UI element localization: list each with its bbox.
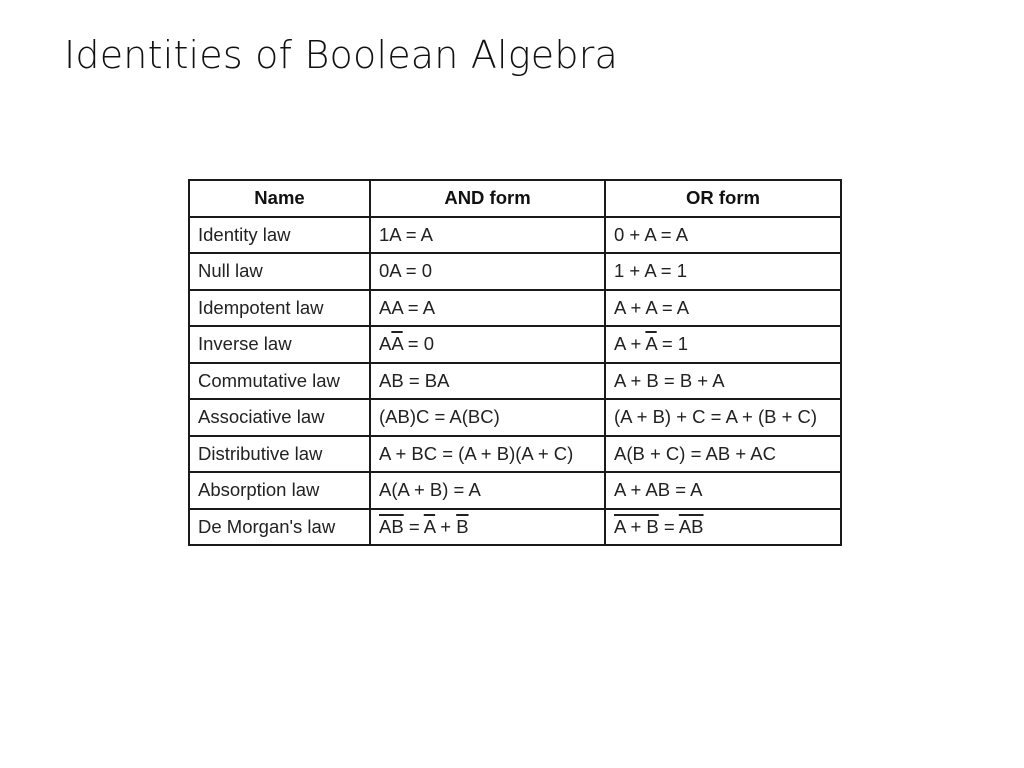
table-row [189, 363, 841, 400]
or-form: A(B + C) = AB + AC [605, 436, 841, 473]
law-name: Null law [189, 253, 370, 290]
law-name: Commutative law [189, 363, 370, 400]
or-form: $A + B = \overline{AB}$ [605, 509, 841, 546]
and-form: $A\overline{A} = 0$ [370, 326, 605, 363]
and-form: A(A + B) = A [370, 472, 605, 509]
or-form: 0 + A = A [605, 217, 841, 254]
table-row [189, 217, 841, 254]
table-row [189, 509, 841, 546]
and-form: (AB)C = A(BC) [370, 399, 605, 436]
and-form: A + BC = (A + B)(A + C) [370, 436, 605, 473]
table-row [189, 436, 841, 473]
table-row [189, 253, 841, 290]
and-form: 1A = A [370, 217, 605, 254]
law-name: Idempotent law [189, 290, 370, 327]
table-row [189, 399, 841, 436]
or-form: 1 + A = 1 [605, 253, 841, 290]
table-row [189, 472, 841, 509]
law-name: Associative law [189, 399, 370, 436]
header-and-form: AND form [370, 180, 605, 217]
or-form: $A + \overline{A} = 1$ [605, 326, 841, 363]
or-form: A + B = B + A [605, 363, 841, 400]
law-name: Identity law [189, 217, 370, 254]
header-or-form: OR form [605, 180, 841, 217]
law-name: De Morgan's law [189, 509, 370, 546]
boolean-identities-table [188, 179, 842, 546]
and-form: AB = BA [370, 363, 605, 400]
or-form: A + AB = A [605, 472, 841, 509]
slide-title: Identities of Boolean Algebra [64, 33, 618, 77]
law-name: Distributive law [189, 436, 370, 473]
and-form: $\overline{AB} = \overline{A} + \overline{B}$ [370, 509, 605, 546]
law-name: Absorption law [189, 472, 370, 509]
table-row [189, 290, 841, 327]
and-form: 0A = 0 [370, 253, 605, 290]
or-form: (A + B) + C = A + (B + C) [605, 399, 841, 436]
or-form: A + A = A [605, 290, 841, 327]
table-header-row [189, 180, 841, 217]
table-row [189, 326, 841, 363]
law-name: Inverse law [189, 326, 370, 363]
header-name: Name [189, 180, 370, 217]
and-form: AA = A [370, 290, 605, 327]
